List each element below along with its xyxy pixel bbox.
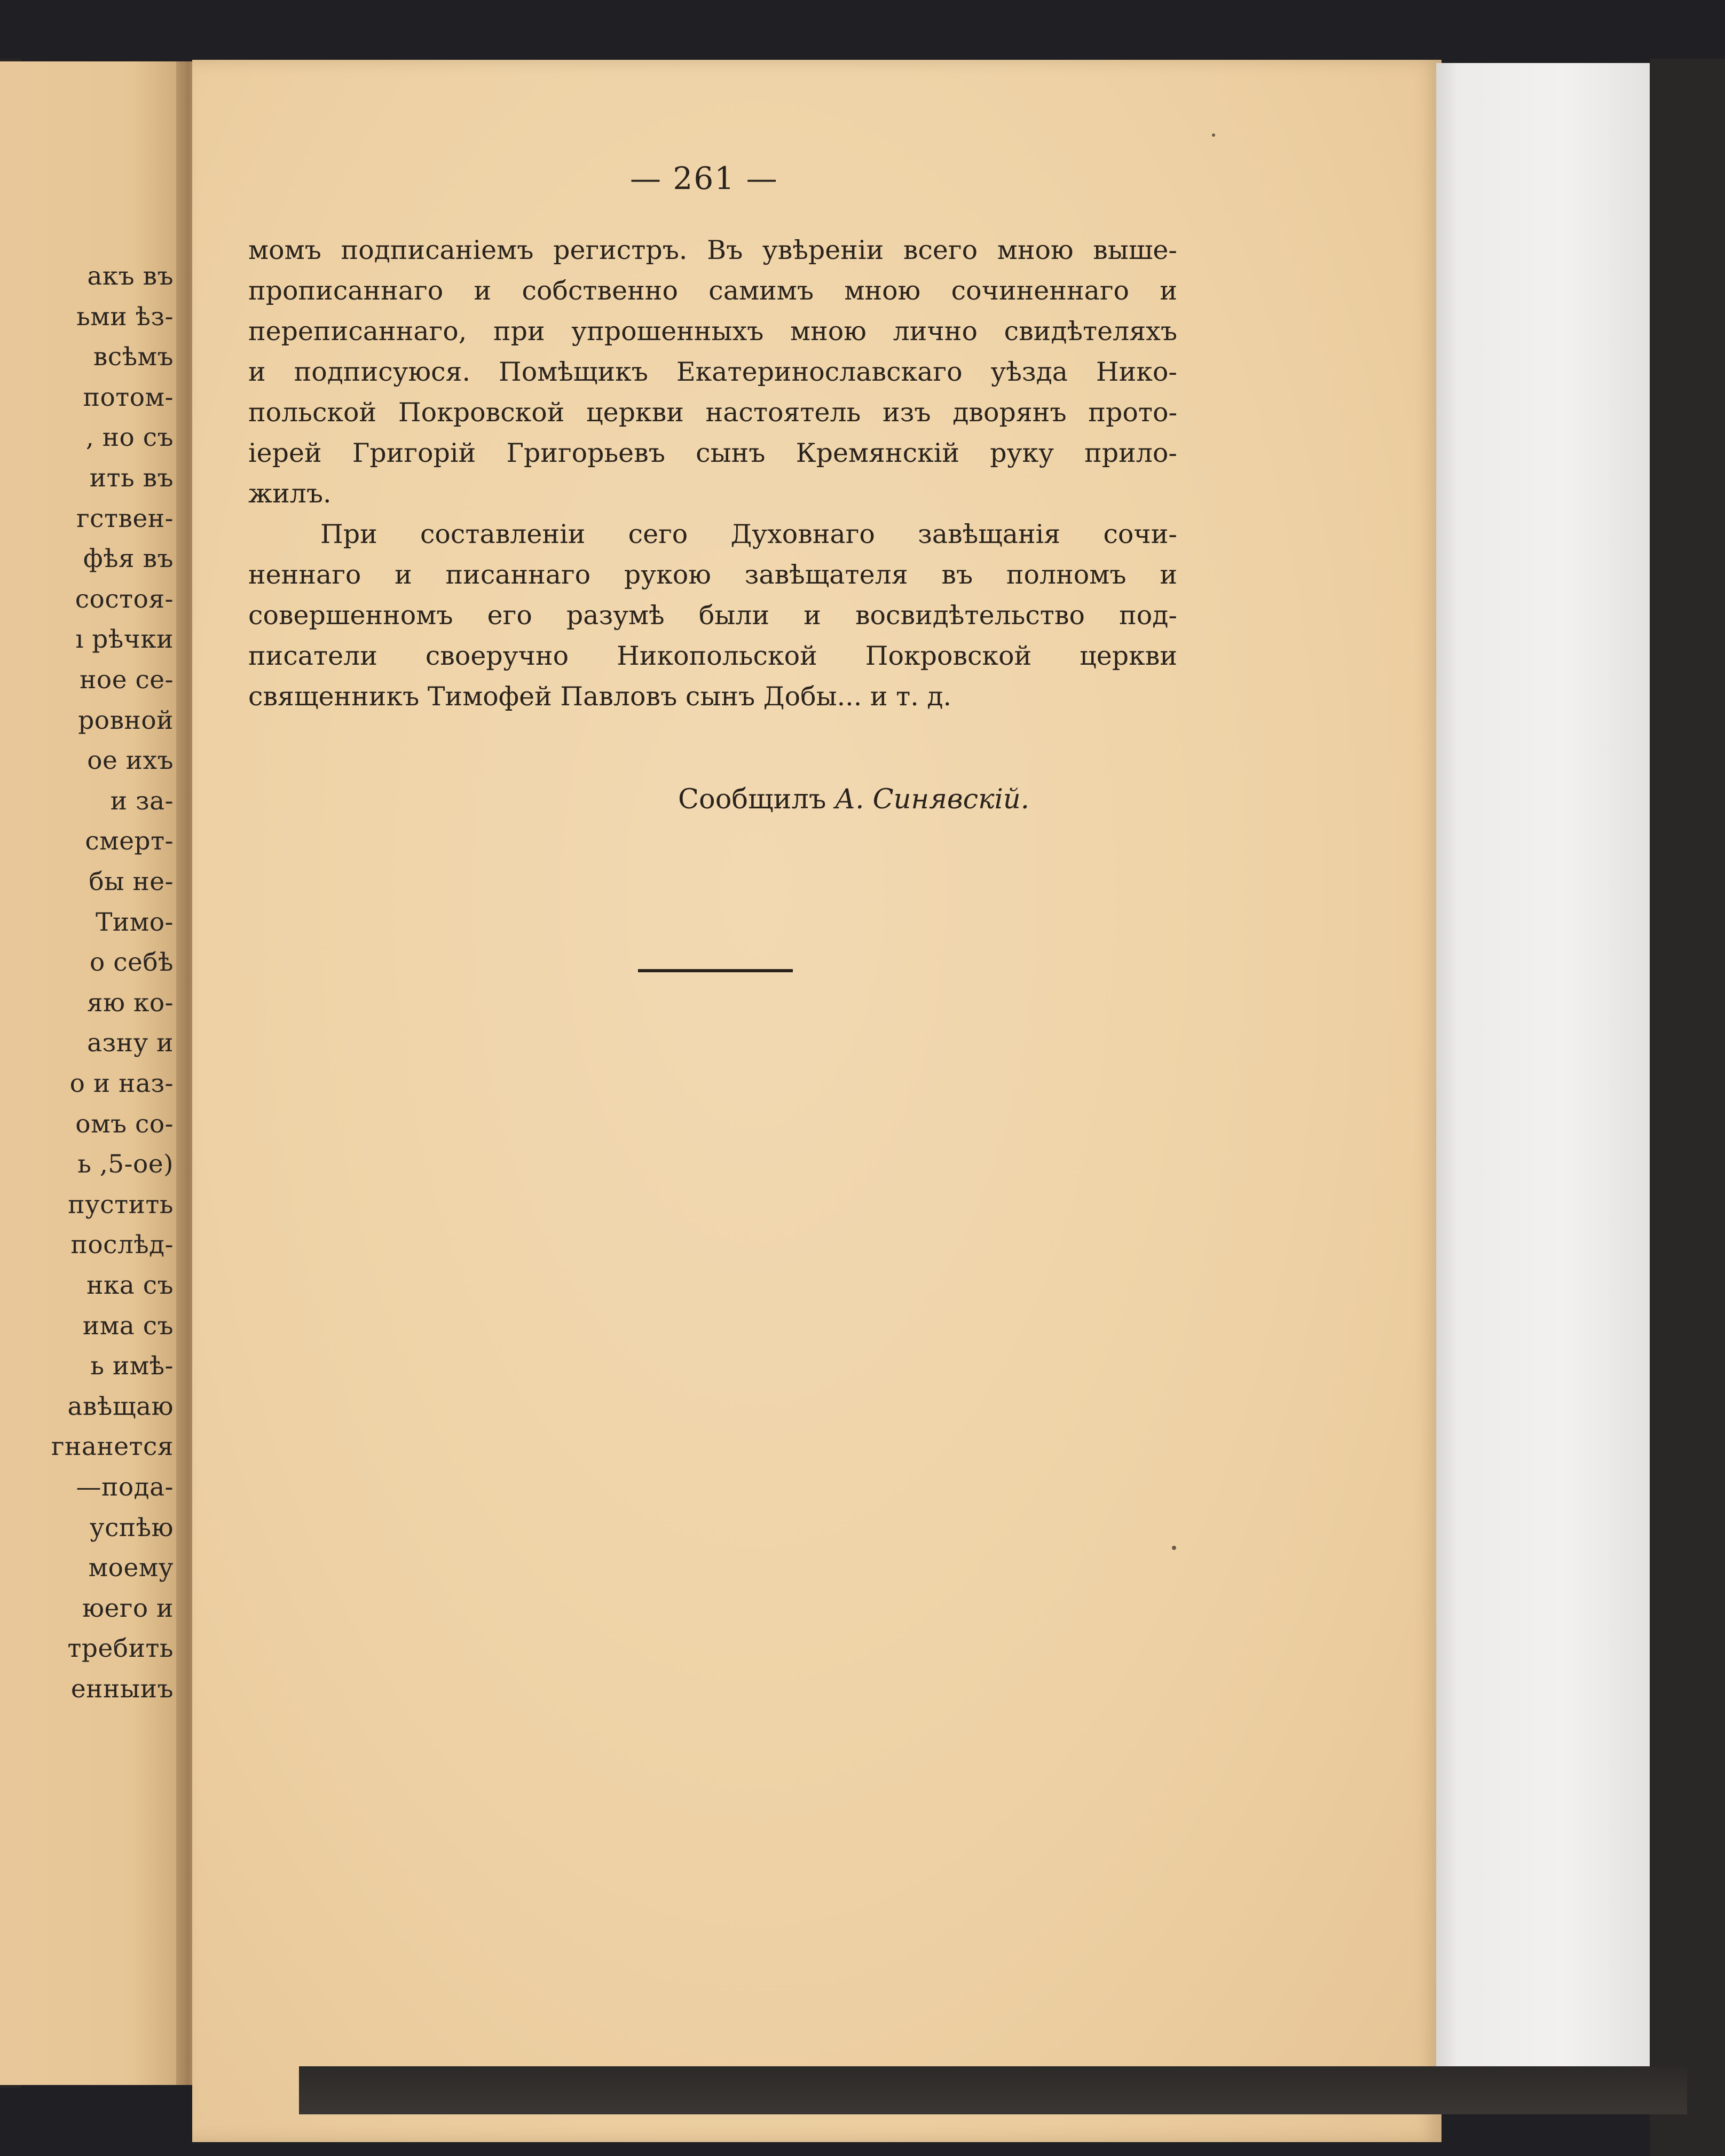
- text-line: польской Покровской церкви настоятель изъ дворянъ прото-: [248, 397, 1177, 428]
- left-page-text-fragment: послѣд-: [70, 1230, 174, 1260]
- text-line: неннаго и писаннаго рукою завѣщателя въ полномъ и: [248, 560, 1177, 590]
- left-page-text-fragment: енныиъ: [70, 1674, 174, 1704]
- left-page-text-fragment: —пода-: [76, 1473, 174, 1502]
- left-page-text-fragment: яю ко-: [86, 988, 174, 1018]
- left-page-text-fragment: пустить: [68, 1190, 174, 1219]
- text-line: священникъ Тимофей Павловъ сынъ Добы... и т. д.: [248, 681, 952, 712]
- signature-author: А. Синявскій.: [834, 784, 1029, 815]
- left-page-text-fragment: фѣя въ: [83, 544, 174, 574]
- left-page-text-fragment: авѣщаю: [67, 1391, 174, 1421]
- section-divider: [638, 969, 793, 972]
- text-line: писатели своеручно Никопольской Покровской церкви: [248, 641, 1177, 671]
- signature-prefix: Сообщилъ: [678, 784, 826, 815]
- left-page-text-fragment: ь ,5-ое): [77, 1150, 174, 1179]
- left-page-text-fragment: азну и: [87, 1028, 174, 1058]
- left-page-text-fragment: требить: [67, 1634, 174, 1664]
- left-page-text-fragment: ı рѣчки: [75, 625, 174, 655]
- left-page-text-fragment: омъ со-: [75, 1109, 174, 1139]
- left-page-text-fragment: юего и: [82, 1593, 174, 1623]
- left-page-text-fragment: ить въ: [89, 463, 174, 493]
- left-page-text-fragment: смерт-: [85, 827, 174, 856]
- left-page-text-fragment: всѣмъ: [93, 342, 174, 372]
- left-page-text-fragment: ровной: [78, 705, 174, 735]
- signature: [678, 784, 1029, 815]
- left-page-text-fragment: ь имѣ-: [90, 1351, 174, 1381]
- left-page-text-fragment: моему: [88, 1553, 174, 1583]
- left-page-text-fragment: има съ: [82, 1311, 174, 1341]
- text-line: переписаннаго, при упрошенныхъ мною лично свидѣтеляхъ: [248, 316, 1177, 347]
- scan-background-bottom: [299, 2066, 1687, 2114]
- text-line: жилъ.: [248, 478, 332, 509]
- text-line: іерей Григорій Григорьевъ сынъ Кремянскій руку прило-: [248, 438, 1177, 468]
- text-line: При составленіи сего Духовнаго завѣщанія сочи-: [320, 519, 1177, 549]
- left-page-text-fragment: гнанется: [51, 1432, 174, 1462]
- left-page-text-fragment: Тимо-: [96, 907, 174, 937]
- left-page-text-fragment: гствен-: [76, 503, 174, 533]
- page-number: — 261 —: [630, 160, 778, 196]
- left-page-text-fragment: состоя-: [75, 584, 174, 614]
- text-line: момъ подписаніемъ регистръ. Въ увѣреніи всего мною выше-: [248, 235, 1177, 265]
- text-line: прописаннаго и собственно самимъ мною сочиненнаго и: [248, 276, 1177, 306]
- left-page-text-fragment: ое ихъ: [87, 746, 174, 776]
- left-page-text-fragment: ьми ѣз-: [76, 302, 174, 332]
- left-page-text-fragment: потом-: [83, 382, 174, 412]
- white-backing-sheet: [1436, 63, 1650, 2081]
- left-page-text-fragment: о и наз-: [69, 1069, 174, 1098]
- left-page-text-fragment: нка съ: [86, 1271, 174, 1300]
- left-page-text-fragment: акъ въ: [87, 262, 174, 291]
- paper-speck: [1172, 1546, 1176, 1550]
- left-page-text-fragment: ное се-: [80, 665, 174, 695]
- left-page-text-fragment: и за-: [110, 786, 174, 816]
- paper-speck: [1212, 133, 1215, 137]
- scan-background-right: [1650, 59, 1725, 2156]
- left-page-text-fragment: бы не-: [89, 867, 174, 896]
- left-page: [0, 61, 190, 2085]
- left-page-text-fragment: , но съ: [85, 423, 174, 453]
- left-page-text-fragment: о себѣ: [89, 948, 174, 978]
- text-line: и подписуюся. Помѣщикъ Екатеринославскаго уѣзда Нико-: [248, 357, 1177, 387]
- text-line: совершенномъ его разумѣ были и восвидѣтельство под-: [248, 600, 1177, 631]
- left-page-text-fragment: успѣю: [89, 1513, 174, 1543]
